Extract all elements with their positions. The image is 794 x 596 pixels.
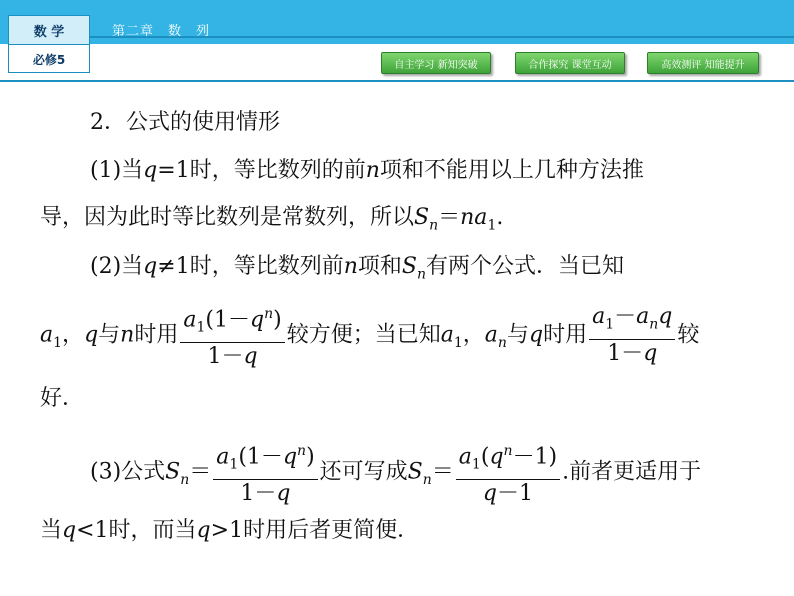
subject-label: 数 学	[9, 16, 89, 45]
header-divider	[0, 80, 794, 82]
book-label: 必修5	[32, 52, 66, 67]
nav-button-assessment[interactable]: 高效测评 知能提升	[647, 52, 759, 74]
para3-line2: 当q<1时，而当q>1时用后者更简便．	[40, 518, 420, 543]
subject-badge	[8, 15, 90, 73]
sum-formula-2: $\frac{a_1-a_nq}{1-q}$	[589, 303, 675, 367]
nav-button-self-study[interactable]: 自主学习 新知突破	[381, 52, 491, 74]
sum-formula-1: $\frac{a_1(1-q^n)}{1-q}$	[180, 300, 284, 371]
section-heading: 2．公式的使用情形	[90, 110, 280, 135]
para1-line2: 导，因为此时等比数列是常数列，所以$S_n=na_1$.	[40, 205, 504, 234]
para2-line1: (2)当q≠1时，等比数列前n项和$S_n$有两个公式．当已知	[90, 254, 625, 283]
sum-formula-3: $\frac{a_1(1-q^n)}{1-q}$	[213, 437, 317, 508]
para2-line3: 好．	[40, 386, 85, 411]
para3-line1: (3)公式$S_n=$ $\frac{a_1(1-q^n)}{1-q}$ 还可写成$S_n=$ $\frac{a_1(q^n-1)}{q-1}$ .前者更适用于	[90, 437, 701, 508]
chapter-title: 第二章 数 列	[112, 24, 211, 39]
sum-formula-4: $\frac{a_1(q^n-1)}{q-1}$	[456, 437, 560, 508]
para1-line1: (1)当q=1时，等比数列的前n项和不能用以上几种方法推	[90, 158, 644, 183]
nav-button-explore[interactable]: 合作探究 课堂互动	[515, 52, 625, 74]
para2-line2: $a_1$，q与n时用 $\frac{a_1(1-q^n)}{1-q}$ 较方便；当已知$a_1$，$a_n$与q时用 $\frac{a_1-a_nq}{1-q}$ 较	[40, 300, 699, 371]
